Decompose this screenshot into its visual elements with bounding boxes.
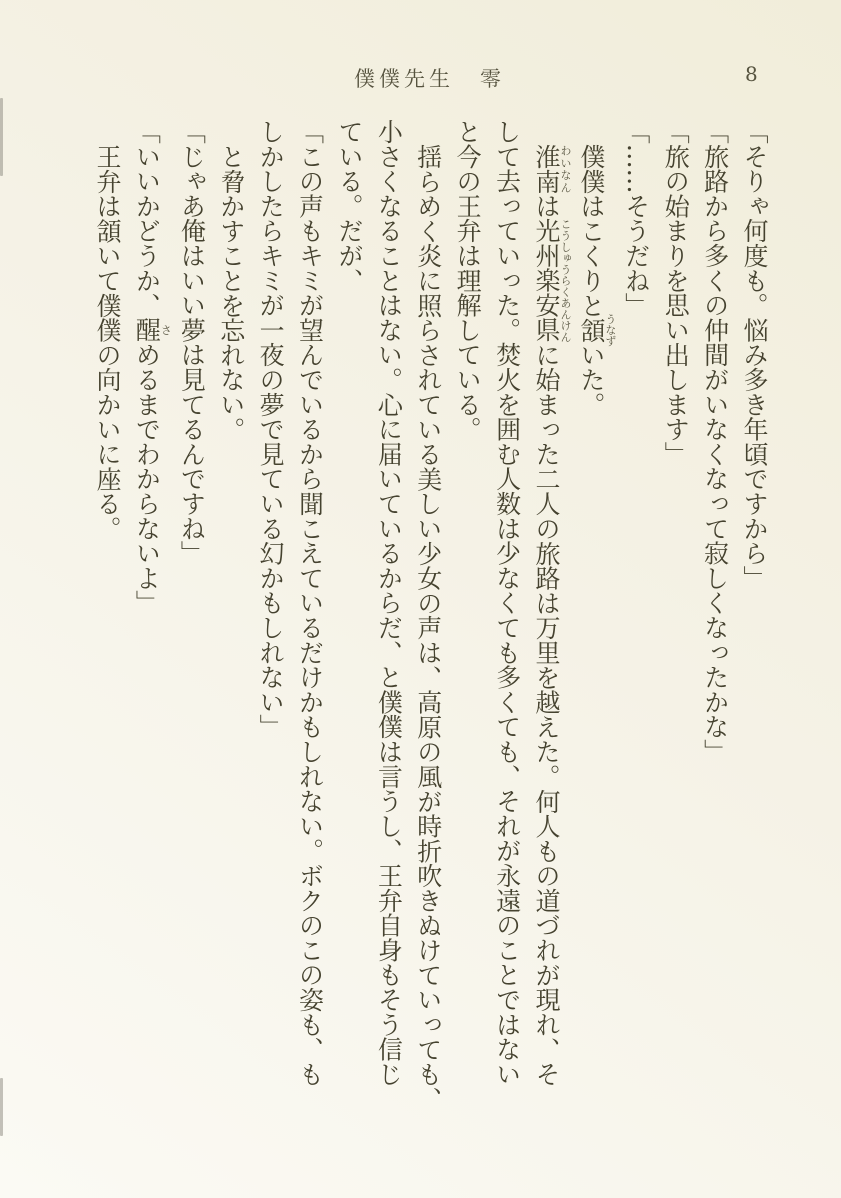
paragraph: 「旅路から多くの仲間がいなくなって寂しくなったかな」 [700, 119, 730, 764]
paragraph: 「そりゃ何度も。悩み多き年頃ですから」 [740, 119, 769, 591]
paragraph: 僕僕はこくりと頷うなずいた。 [576, 144, 617, 417]
page-number: 8 [745, 62, 758, 86]
paragraph: 「この声もキミが望んでいるから聞こえているだけかもしれない。ボクのこの姿も、も しかしたらキミが一夜の夢で見ている幻かもしれない」 [256, 119, 325, 1087]
paragraph: 揺らめく炎に照らされている美しい少女の声は、高原の風が時折吹きぬけていっても、 小さくなることはない。心に届いているからだ、と僕僕は言うし、王弁自身もそう信じ ている。だが、 [334, 119, 443, 1112]
ruby-annotated-word: 光州楽安県こうしゅうらくあんけん [531, 218, 572, 343]
paragraph: 「じゃあ俺はいい夢は見てるんですね」 [177, 119, 207, 566]
book-subtitle: 零 [480, 67, 501, 91]
ruby-annotated-word: 淮南わいなん [531, 144, 572, 194]
paragraph: 「旅の始まりを思い出します」 [661, 119, 691, 467]
ruby-annotated-word: 頷うなず [576, 313, 617, 347]
paragraph: と脅かすことを忘れない。 [216, 144, 246, 442]
scan-edge-artifact [0, 1078, 3, 1136]
running-head [354, 63, 501, 93]
book-title: 僕僕先生 [354, 67, 454, 91]
paragraph: 「……そうだね」 [621, 119, 651, 318]
text-block [88, 119, 774, 1121]
paragraph: 王弁は頷いて僕僕の向かいに座る。 [93, 144, 122, 541]
paragraph: 淮南わいなんは光州楽安県こうしゅうらくあんけんに始まった二人の旅路は万里を越えた。何人もの道づれが現れ、そ して去っていった。焚火を囲む人数は少なくても多くても、それが永遠のことではない と今の王弁は理解している。 [453, 119, 572, 1087]
scan-edge-artifact [0, 98, 3, 176]
ruby-annotated-word: 醒さ [132, 317, 173, 343]
paragraph: 「いいかどうか、醒さめるまでわからないよ」 [132, 119, 173, 616]
